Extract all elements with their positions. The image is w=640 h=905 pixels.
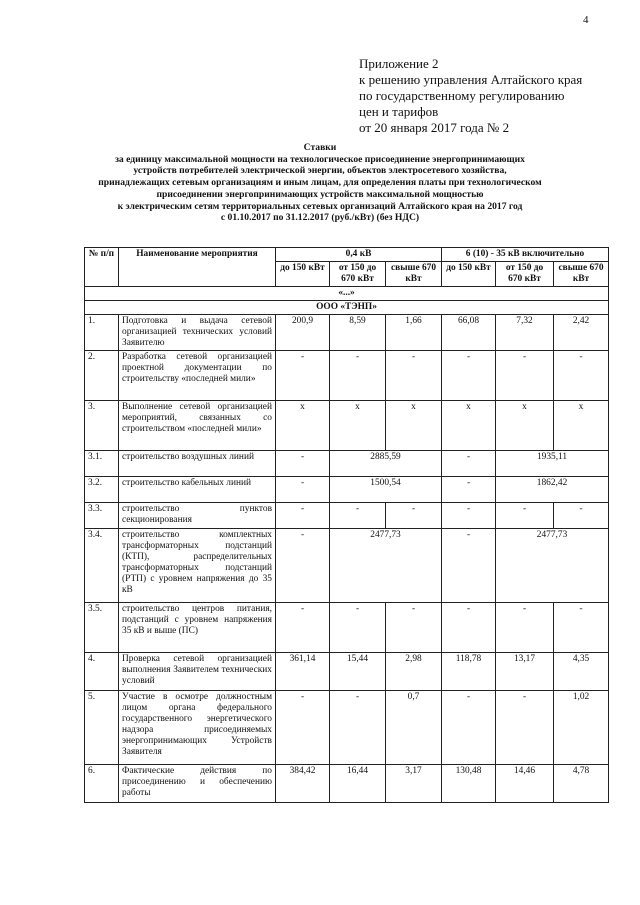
row-name: Подготовка и выдача сетевой организацией технических условий Заявителю [119,315,276,351]
header-group-6-35kv: 6 (10) - 35 кВ включительно [442,248,609,262]
appendix-line: Приложение 2 [359,56,439,71]
appendix-line: цен и тарифов [359,104,439,119]
row-num: 3.1. [85,451,119,477]
cell: - [554,503,609,529]
row-num: 1. [85,315,119,351]
cell: - [496,603,554,653]
table-row [85,401,609,451]
cell: 118,78 [442,653,496,691]
cell: - [442,477,496,503]
document-title [0,142,640,224]
table-row [85,451,609,477]
cell: 4,35 [554,653,609,691]
title-line: за единицу максимальной мощности на технологическое присоединение энергопринимающих [115,153,525,165]
cell: х [496,401,554,451]
header-sub: до 150 кВт [276,262,330,287]
cell: 200,9 [276,315,330,351]
header-sub: от 150 до 670 кВт [496,262,554,287]
cell: 0,7 [386,691,442,765]
cell: 2,98 [386,653,442,691]
row-name: Проверка сетевой организацией выполнения Заявителем технических условий [119,653,276,691]
cell: - [386,351,442,401]
cell: - [276,451,330,477]
cell: х [554,401,609,451]
table-row [85,315,609,351]
cell: - [276,691,330,765]
row-name: строительство кабельных линий [119,477,276,503]
cell: - [386,603,442,653]
cell: 3,17 [386,765,442,803]
title-line: с 01.10.2017 по 31.12.2017 (руб./кВт) (без НДС) [220,212,420,224]
cell: 66,08 [442,315,496,351]
org-row: ООО «ТЭНП» [85,301,609,315]
cell: - [330,603,386,653]
cell-merged: 1935,11 [496,451,609,477]
row-name: строительство пунктов секционирования [119,503,276,529]
cell-merged: 1862,42 [496,477,609,503]
header-group-04kv: 0,4 кВ [276,248,442,262]
row-num: 3. [85,401,119,451]
appendix-line: от 20 января 2017 года № 2 [359,120,510,135]
cell: 7,32 [496,315,554,351]
row-name: Участие в осмотре должностным лицом органа федерального государственного энергетического надзора присоединяемых энергопринимающих Устройств Заявителя [119,691,276,765]
row-name: строительство центров питания, подстанций с уровнем напряжения 35 кВ и выше (ПС) [119,603,276,653]
cell: - [554,603,609,653]
table-row [85,765,609,803]
row-num: 3.5. [85,603,119,653]
ellipsis-row: «...» [85,287,609,301]
cell: - [276,351,330,401]
cell: - [554,351,609,401]
cell: 2,42 [554,315,609,351]
cell: - [276,603,330,653]
appendix-header [359,56,582,136]
cell-merged: 2885,59 [330,451,442,477]
appendix-line: по государственному регулированию [359,88,565,103]
cell: х [386,401,442,451]
row-num: 3.2. [85,477,119,503]
cell: - [496,691,554,765]
cell: 361,14 [276,653,330,691]
cell: - [330,691,386,765]
row-num: 3.3. [85,503,119,529]
cell: - [442,603,496,653]
rates-table [84,247,609,803]
table-row [85,529,609,603]
cell: 130,48 [442,765,496,803]
header-sub: свыше 670 кВт [554,262,609,287]
cell: х [442,401,496,451]
cell: - [496,351,554,401]
header-sub: свыше 670 кВт [386,262,442,287]
row-num: 3.4. [85,529,119,603]
cell-merged: 2477,73 [330,529,442,603]
cell: 15,44 [330,653,386,691]
row-num: 5. [85,691,119,765]
cell: - [496,503,554,529]
cell: - [386,503,442,529]
table-row [85,351,609,401]
table-row [85,691,609,765]
cell: - [442,529,496,603]
cell: - [442,451,496,477]
table-row [85,653,609,691]
table-row [85,503,609,529]
cell: - [330,503,386,529]
cell-merged: 1500,54 [330,477,442,503]
title-line: устройств потребителей электрической энергии, объектов электросетевого хозяйства, [133,165,507,177]
row-num: 4. [85,653,119,691]
header-sub: до 150 кВт [442,262,496,287]
cell: 8,59 [330,315,386,351]
cell: - [276,529,330,603]
cell: - [442,691,496,765]
cell: - [330,351,386,401]
title-line: Ставки [303,142,337,153]
cell: - [276,503,330,529]
cell: 384,42 [276,765,330,803]
row-num: 2. [85,351,119,401]
row-name: Разработка сетевой организацией проектной документации по строительству «последней мили» [119,351,276,401]
table-row [85,603,609,653]
cell: 13,17 [496,653,554,691]
header-sub: от 150 до 670 кВт [330,262,386,287]
table-row [85,477,609,503]
row-num: 6. [85,765,119,803]
cell: 4,78 [554,765,609,803]
cell: х [276,401,330,451]
title-line: принадлежащих сетевым организациям и иным лицам, для определения платы при технологическом [98,177,542,189]
header-num: № п/п [85,248,119,287]
cell: х [330,401,386,451]
cell: 16,44 [330,765,386,803]
cell: 14,46 [496,765,554,803]
row-name: Выполнение сетевой организацией мероприятий, связанных со строительством «последней мили» [119,401,276,451]
row-name: строительство воздушных линий [119,451,276,477]
title-line: присоединении энергопринимающих устройств максимальной мощностью [156,188,484,200]
page-number: 4 [583,14,589,26]
cell: 1,66 [386,315,442,351]
cell: - [442,351,496,401]
cell-merged: 2477,73 [496,529,609,603]
cell: 1,02 [554,691,609,765]
row-name: Фактические действия по присоединению и обеспечению работы [119,765,276,803]
row-name: строительство комплектных трансформаторных подстанций (КТП), распределительных трансформаторных подстанций (РТП) с уровнем напряжения до 35 кВ [119,529,276,603]
title-line: к электрическим сетям территориальных сетевых организаций Алтайского края на 2017 год [117,200,523,212]
header-name: Наименование мероприятия [119,248,276,287]
cell: - [442,503,496,529]
cell: - [276,477,330,503]
appendix-line: к решению управления Алтайского края [359,72,583,87]
